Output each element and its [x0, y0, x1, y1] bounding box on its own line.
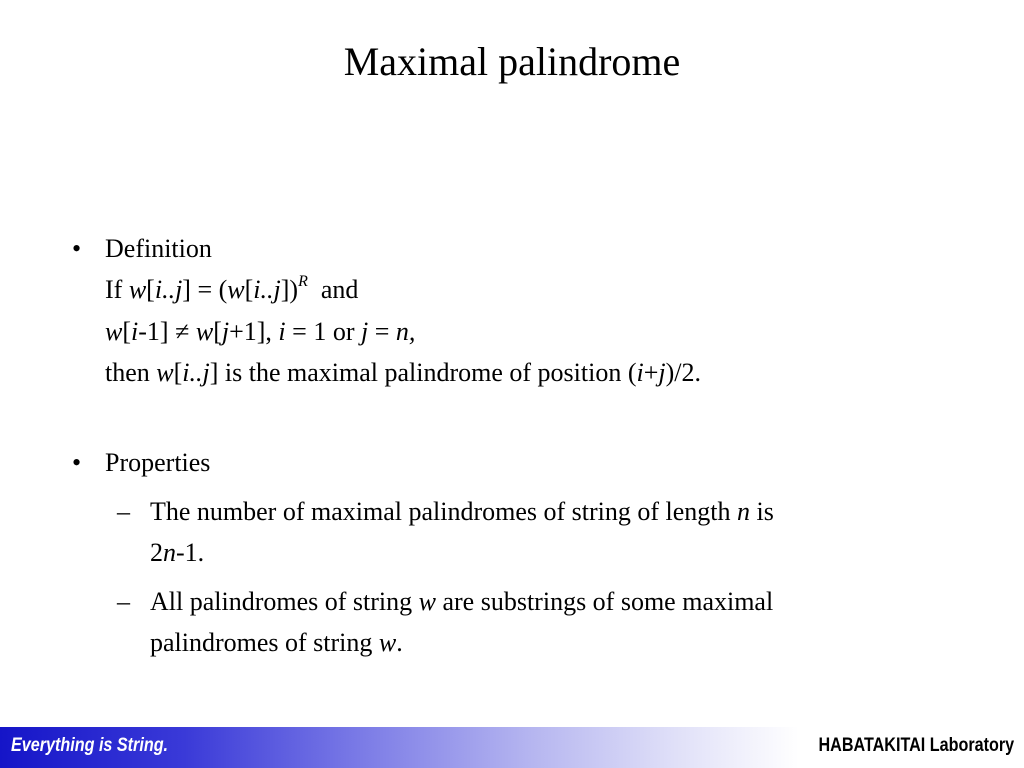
- definition-line-2: w[i-1] ≠ w[j+1], i = 1 or j = n,: [105, 317, 416, 346]
- dash-item-2: –: [117, 587, 130, 616]
- definition-line-1: If $w[i..j] = (w[i..j])^R$ and: [105, 273, 359, 304]
- properties-heading: Properties: [105, 448, 211, 477]
- footer-lab-name: HABATAKITAI Laboratory: [818, 735, 1014, 756]
- footer-bar: [0, 727, 1024, 768]
- bullet-definition: •: [72, 234, 82, 263]
- definition-heading: Definition: [105, 234, 212, 263]
- property-2-line-2: palindromes of string w.: [150, 628, 403, 657]
- bullet-properties: •: [72, 448, 82, 477]
- property-1-line-2: 2n-1.: [150, 538, 205, 567]
- dash-item-1: –: [117, 497, 130, 526]
- definition-line-3: then w[i..j] is the maximal palindrome of position (i+j)/2.: [105, 358, 702, 387]
- footer-slogan: Everything is String.: [11, 735, 169, 756]
- slide-title: Maximal palindrome: [343, 39, 681, 84]
- property-1-line-1: The number of maximal palindromes of string of length n is: [150, 497, 774, 526]
- property-2-line-1: All palindromes of string w are substrings of some maximal: [150, 587, 774, 616]
